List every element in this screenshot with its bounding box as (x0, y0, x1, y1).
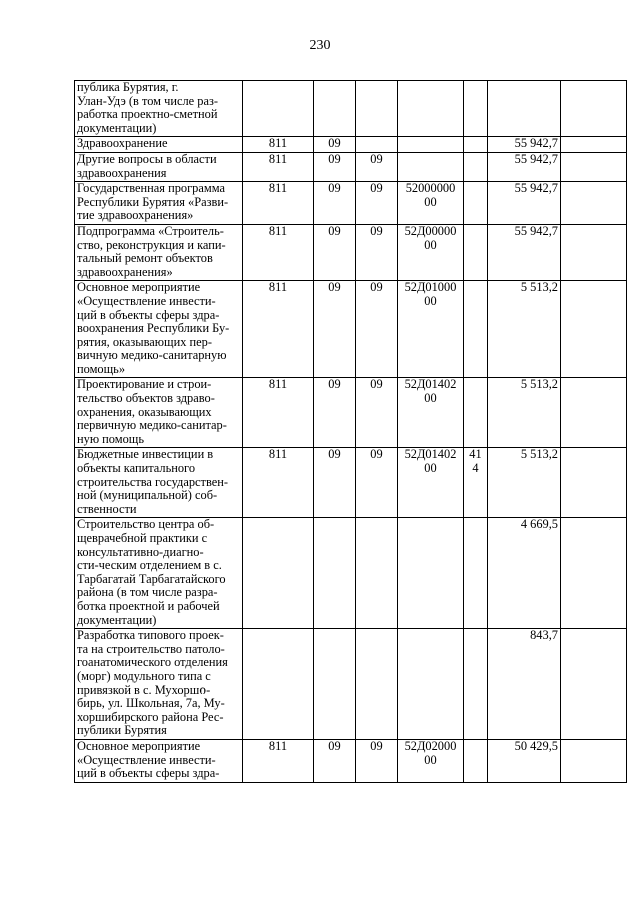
empty-cell (561, 518, 627, 629)
section-code: 09 (314, 739, 356, 782)
amount (488, 81, 561, 137)
amount: 50 429,5 (488, 739, 561, 782)
expense-type-code (464, 137, 488, 153)
empty-cell (561, 629, 627, 740)
expense-type-code (464, 224, 488, 280)
expense-type-code (464, 739, 488, 782)
target-article-code: 52000000 00 (398, 182, 464, 225)
expense-type-code (464, 81, 488, 137)
amount: 55 942,7 (488, 137, 561, 153)
ministry-code: 811 (243, 137, 314, 153)
page-number: 230 (309, 38, 331, 53)
section-code: 09 (314, 152, 356, 181)
target-article-code: 52Д01402 00 (398, 378, 464, 448)
expense-type-code: 41 4 (464, 448, 488, 518)
subsection-code: 09 (356, 152, 398, 181)
amount: 4 669,5 (488, 518, 561, 629)
target-article-code: 52Д01402 00 (398, 448, 464, 518)
ministry-code: 811 (243, 152, 314, 181)
section-code: 09 (314, 137, 356, 153)
amount: 5 513,2 (488, 281, 561, 378)
empty-cell (561, 378, 627, 448)
row-name: публика Бурятия, г. Улан-Удэ (в том числе раз- работка проектно-сметной документации) (75, 81, 243, 137)
amount: 5 513,2 (488, 378, 561, 448)
subsection-code (356, 137, 398, 153)
subsection-code: 09 (356, 182, 398, 225)
section-code (314, 629, 356, 740)
row-name: Другие вопросы в области здравоохранения (75, 152, 243, 181)
expense-type-code (464, 281, 488, 378)
target-article-code (398, 137, 464, 153)
row-name: Государственная программа Республики Бурятия «Разви- тие здравоохранения» (75, 182, 243, 225)
table-row (75, 629, 627, 740)
amount: 55 942,7 (488, 182, 561, 225)
empty-cell (561, 137, 627, 153)
ministry-code (243, 81, 314, 137)
subsection-code: 09 (356, 281, 398, 378)
table-row (75, 281, 627, 378)
expense-type-code (464, 378, 488, 448)
expense-type-code (464, 152, 488, 181)
row-name: Здравоохранение (75, 137, 243, 153)
row-name: Строительство центра об- щеврачебной практики с консультативно-диагно- сти-ческим отделением в с. Тарбагатай Тарбагатайского района (в том числе разра- ботка проектной и рабочей документации) (75, 518, 243, 629)
ministry-code: 811 (243, 378, 314, 448)
target-article-code (398, 629, 464, 740)
table-row (75, 378, 627, 448)
subsection-code (356, 518, 398, 629)
expense-type-code (464, 518, 488, 629)
empty-cell (561, 81, 627, 137)
ministry-code: 811 (243, 448, 314, 518)
row-name: Основное мероприятие «Осуществление инвести- ций в объекты сферы здра- (75, 739, 243, 782)
table-row (75, 224, 627, 280)
subsection-code (356, 629, 398, 740)
section-code (314, 518, 356, 629)
empty-cell (561, 182, 627, 225)
amount: 55 942,7 (488, 152, 561, 181)
target-article-code (398, 518, 464, 629)
subsection-code: 09 (356, 378, 398, 448)
row-name: Подпрограмма «Строитель- ство, реконструкция и капи- тальный ремонт объектов здравоохранения» (75, 224, 243, 280)
ministry-code: 811 (243, 281, 314, 378)
target-article-code (398, 81, 464, 137)
table-row (75, 137, 627, 153)
row-name: Проектирование и строи- тельство объектов здраво- охранения, оказывающих первичную медико-санитар- ную помощь (75, 378, 243, 448)
table-row (75, 448, 627, 518)
budget-table-body (75, 81, 627, 783)
table-row (75, 518, 627, 629)
target-article-code: 52Д00000 00 (398, 224, 464, 280)
empty-cell (561, 281, 627, 378)
empty-cell (561, 152, 627, 181)
subsection-code (356, 81, 398, 137)
table-row (75, 152, 627, 181)
subsection-code: 09 (356, 224, 398, 280)
target-article-code: 52Д02000 00 (398, 739, 464, 782)
ministry-code: 811 (243, 182, 314, 225)
empty-cell (561, 224, 627, 280)
ministry-code (243, 629, 314, 740)
ministry-code (243, 518, 314, 629)
row-name: Разработка типового проек- та на строительство патоло- гоанатомического отделения (морг) модульного типа с привязкой в с. Мухоршი- бирь, ул. Школьная, 7а, Му- хоршибирского района Рес- публики Бурятия (75, 629, 243, 740)
subsection-code: 09 (356, 739, 398, 782)
expense-type-code (464, 182, 488, 225)
amount: 55 942,7 (488, 224, 561, 280)
row-name: Бюджетные инвестиции в объекты капитального строительства государствен- ной (муниципальной) соб- ственности (75, 448, 243, 518)
subsection-code: 09 (356, 448, 398, 518)
section-code (314, 81, 356, 137)
row-name: Основное мероприятие «Осуществление инвести- ций в объекты сферы здра- воохранения Республики Бу- рятия, оказывающих пер- вичную медико-санитарную помощь» (75, 281, 243, 378)
section-code: 09 (314, 448, 356, 518)
table-row (75, 182, 627, 225)
expense-type-code (464, 629, 488, 740)
amount: 843,7 (488, 629, 561, 740)
section-code: 09 (314, 224, 356, 280)
ministry-code: 811 (243, 224, 314, 280)
table-row (75, 81, 627, 137)
section-code: 09 (314, 281, 356, 378)
target-article-code (398, 152, 464, 181)
section-code: 09 (314, 182, 356, 225)
amount: 5 513,2 (488, 448, 561, 518)
section-code: 09 (314, 378, 356, 448)
table-row (75, 739, 627, 782)
empty-cell (561, 739, 627, 782)
ministry-code: 811 (243, 739, 314, 782)
budget-table (74, 80, 627, 783)
empty-cell (561, 448, 627, 518)
target-article-code: 52Д01000 00 (398, 281, 464, 378)
